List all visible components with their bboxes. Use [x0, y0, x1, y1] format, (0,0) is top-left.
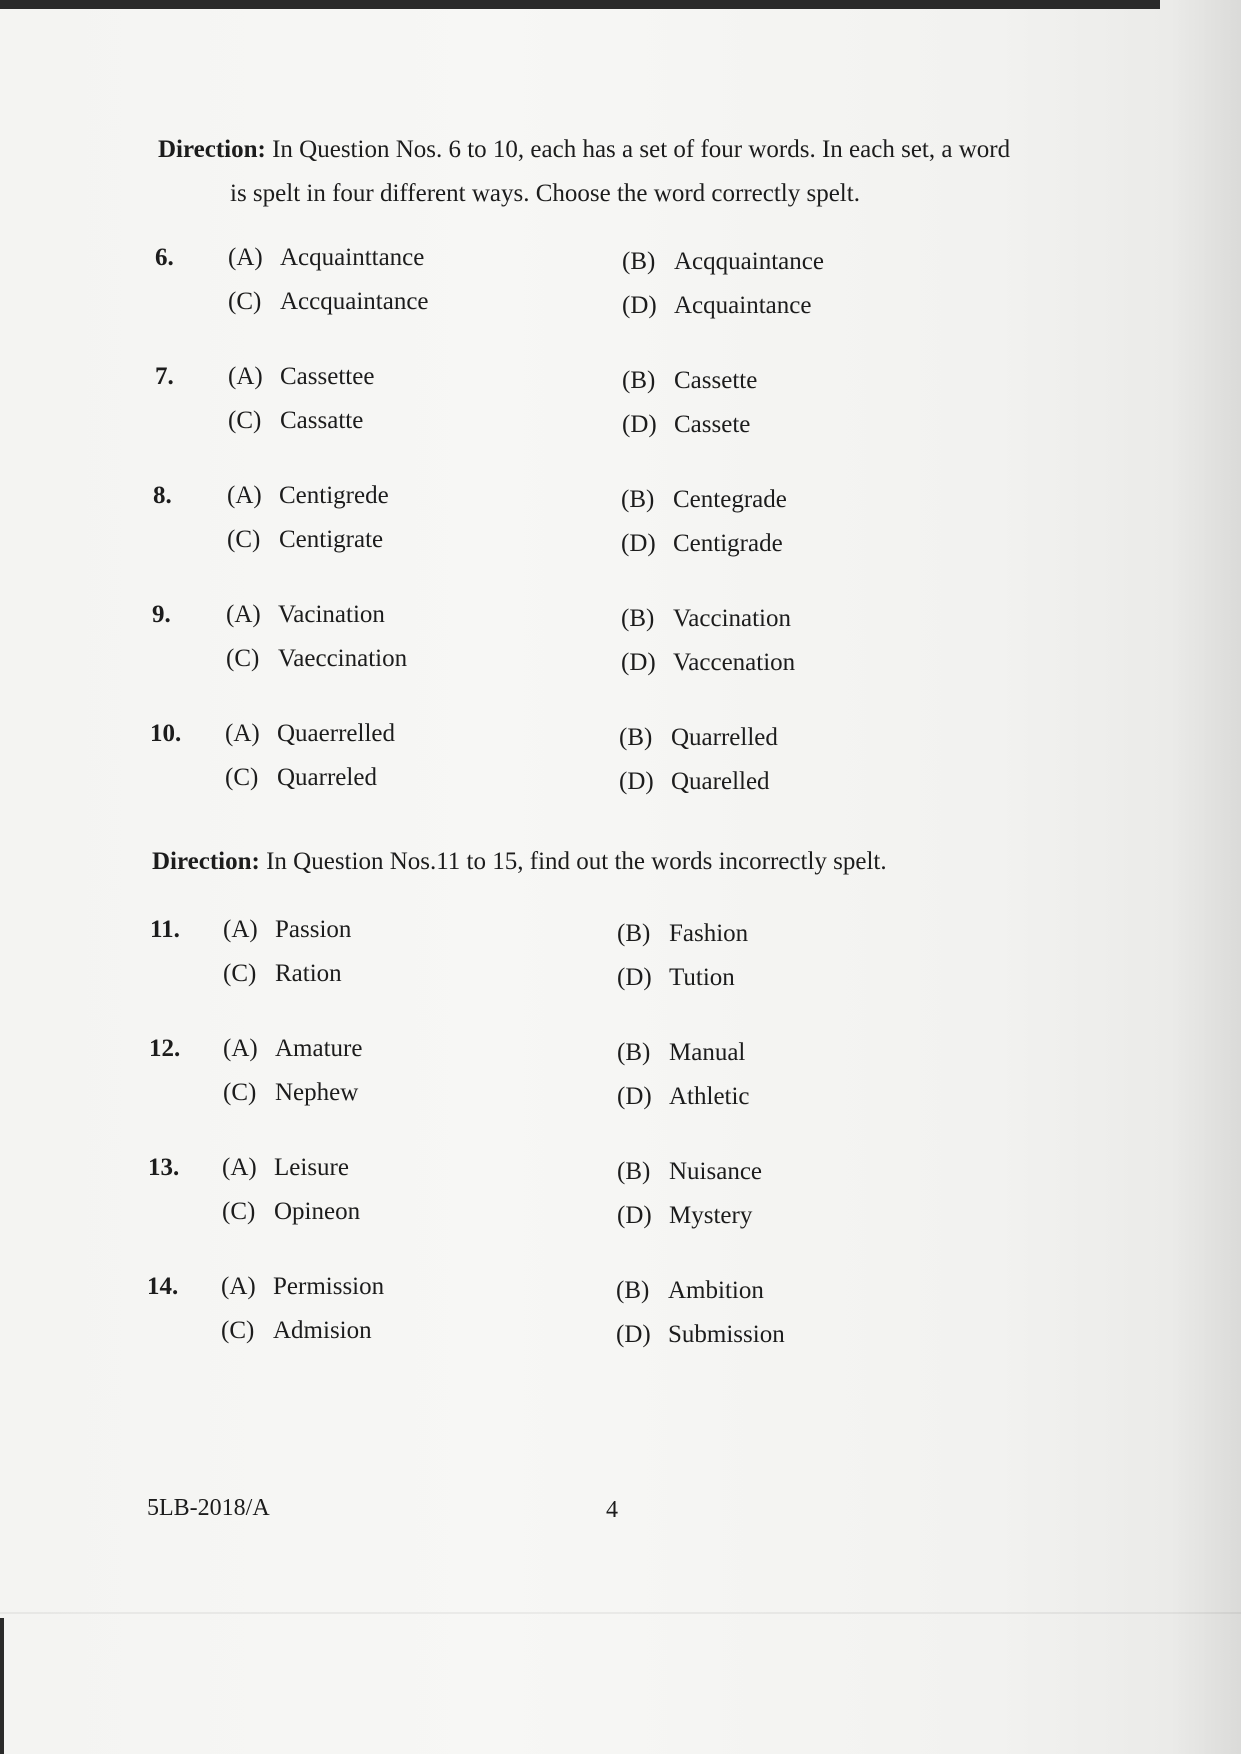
option-letter: (A)	[225, 720, 260, 747]
option-letter: (D)	[616, 1321, 651, 1348]
option-text: Nephew	[275, 1079, 359, 1106]
option-a	[223, 916, 351, 944]
option-c	[221, 1317, 372, 1345]
option-text: Opineon	[274, 1198, 361, 1225]
question-number: 9.	[152, 601, 171, 628]
option-letter: (C)	[228, 288, 262, 315]
direction-text-line1: In Question Nos. 6 to 10, each has a set of four words. In each set, a word	[265, 136, 1011, 163]
option-b	[619, 724, 778, 752]
direction-text-line1: In Question Nos.11 to 15, find out the words incorrectly spelt.	[259, 848, 887, 875]
option-d	[616, 1321, 785, 1349]
question-11	[0, 916, 1241, 1006]
option-text: Manual	[669, 1039, 746, 1066]
option-letter: (B)	[617, 920, 651, 947]
option-letter: (A)	[226, 601, 261, 628]
option-text: Ration	[275, 960, 342, 987]
option-letter: (D)	[617, 964, 652, 991]
option-text: Nuisance	[669, 1158, 763, 1185]
option-letter: (A)	[228, 244, 263, 271]
option-letter: (C)	[223, 960, 257, 987]
direction-block-1	[158, 128, 1108, 216]
question-number: 10.	[150, 720, 182, 747]
option-d	[621, 649, 795, 677]
option-letter: (D)	[619, 768, 654, 795]
option-letter: (A)	[222, 1154, 257, 1181]
option-letter: (A)	[227, 482, 262, 509]
option-c	[222, 1198, 360, 1226]
option-a	[223, 1035, 362, 1063]
option-text: Athletic	[669, 1083, 750, 1110]
option-a	[226, 601, 385, 629]
option-text: Cassatte	[280, 407, 364, 434]
option-d	[619, 768, 770, 796]
question-6	[0, 244, 1241, 334]
option-letter: (B)	[616, 1277, 650, 1304]
option-c	[227, 526, 383, 554]
option-letter: (C)	[228, 407, 262, 434]
question-14	[0, 1273, 1241, 1363]
option-letter: (C)	[221, 1317, 255, 1344]
option-text: Permission	[273, 1273, 385, 1300]
option-letter: (B)	[617, 1039, 651, 1066]
direction-label: Direction:	[158, 136, 266, 163]
scan-left-edge	[0, 1618, 4, 1754]
option-text: Vaccenation	[673, 649, 796, 676]
option-c	[223, 1079, 358, 1107]
option-text: Acquainttance	[280, 244, 425, 271]
option-letter: (B)	[621, 486, 655, 513]
option-text: Fashion	[669, 920, 749, 947]
question-number: 7.	[155, 363, 174, 390]
option-c	[225, 764, 377, 792]
option-letter: (B)	[617, 1158, 651, 1185]
option-letter: (D)	[621, 649, 656, 676]
option-a	[222, 1154, 349, 1182]
option-letter: (B)	[622, 367, 656, 394]
question-number: 8.	[153, 482, 172, 509]
option-letter: (B)	[621, 605, 655, 632]
option-text: Leisure	[274, 1154, 349, 1181]
option-text: Acquaintance	[674, 292, 812, 319]
option-b	[621, 486, 787, 514]
option-a	[227, 482, 389, 510]
option-text: Acqquaintance	[674, 248, 824, 275]
option-b	[617, 1039, 745, 1067]
question-number: 14.	[147, 1273, 179, 1300]
direction-label: Direction:	[152, 848, 260, 875]
option-letter: (D)	[622, 411, 657, 438]
question-10	[0, 720, 1241, 810]
option-b	[617, 920, 748, 948]
option-b	[622, 248, 824, 276]
scan-top-edge	[0, 0, 1160, 9]
option-text: Amature	[275, 1035, 363, 1062]
option-letter: (C)	[223, 1079, 257, 1106]
question-number: 6.	[155, 244, 174, 271]
option-d	[622, 292, 811, 320]
option-text: Vaccination	[673, 605, 792, 632]
option-letter: (C)	[222, 1198, 256, 1225]
option-text: Vaeccination	[278, 645, 408, 672]
scan-fold-line	[0, 1612, 1241, 1614]
option-text: Tution	[669, 964, 735, 991]
question-9	[0, 601, 1241, 691]
option-c	[228, 288, 429, 316]
option-c	[223, 960, 342, 988]
option-letter: (D)	[617, 1202, 652, 1229]
paper-code: 5LB-2018/A	[147, 1495, 270, 1521]
question-number: 13.	[148, 1154, 180, 1181]
question-7	[0, 363, 1241, 453]
option-a	[225, 720, 395, 748]
option-text: Cassete	[674, 411, 751, 438]
option-letter: (A)	[223, 916, 258, 943]
option-text: Quaerrelled	[277, 720, 395, 747]
option-d	[617, 1202, 752, 1230]
option-text: Passion	[275, 916, 352, 943]
option-text: Cassettee	[280, 363, 375, 390]
option-b	[621, 605, 791, 633]
option-letter: (C)	[225, 764, 259, 791]
option-letter: (C)	[226, 645, 260, 672]
option-letter: (C)	[227, 526, 261, 553]
option-c	[226, 645, 407, 673]
option-text: Centigrade	[673, 530, 783, 557]
option-text: Quarelled	[671, 768, 770, 795]
option-text: Quarreled	[277, 764, 377, 791]
option-text: Centegrade	[673, 486, 787, 513]
option-a	[228, 244, 424, 272]
option-text: Ambition	[668, 1277, 764, 1304]
option-letter: (A)	[228, 363, 263, 390]
option-text: Cassette	[674, 367, 758, 394]
option-text: Admision	[273, 1317, 372, 1344]
page-number: 4	[606, 1497, 618, 1523]
option-d	[617, 964, 735, 992]
option-letter: (A)	[221, 1273, 256, 1300]
option-text: Submission	[668, 1321, 785, 1348]
option-letter: (D)	[621, 530, 656, 557]
option-text: Quarrelled	[671, 724, 778, 751]
question-13	[0, 1154, 1241, 1244]
option-d	[617, 1083, 750, 1111]
direction-text-line2: is spelt in four different ways. Choose the word correctly spelt.	[230, 180, 860, 207]
option-letter: (A)	[223, 1035, 258, 1062]
option-letter: (B)	[622, 248, 656, 275]
option-a	[221, 1273, 384, 1301]
option-d	[622, 411, 750, 439]
option-text: Mystery	[669, 1202, 753, 1229]
option-b	[622, 367, 757, 395]
question-8	[0, 482, 1241, 572]
direction-block-2	[152, 840, 1112, 884]
option-text: Vacination	[278, 601, 385, 628]
question-number: 12.	[149, 1035, 181, 1062]
option-text: Accquaintance	[280, 288, 429, 315]
option-letter: (D)	[622, 292, 657, 319]
option-a	[228, 363, 374, 391]
option-c	[228, 407, 363, 435]
option-text: Centigrate	[279, 526, 384, 553]
option-text: Centigrede	[279, 482, 389, 509]
option-letter: (B)	[619, 724, 653, 751]
option-b	[617, 1158, 762, 1186]
option-b	[616, 1277, 764, 1305]
option-d	[621, 530, 783, 558]
option-letter: (D)	[617, 1083, 652, 1110]
question-number: 11.	[150, 916, 180, 943]
question-12	[0, 1035, 1241, 1125]
